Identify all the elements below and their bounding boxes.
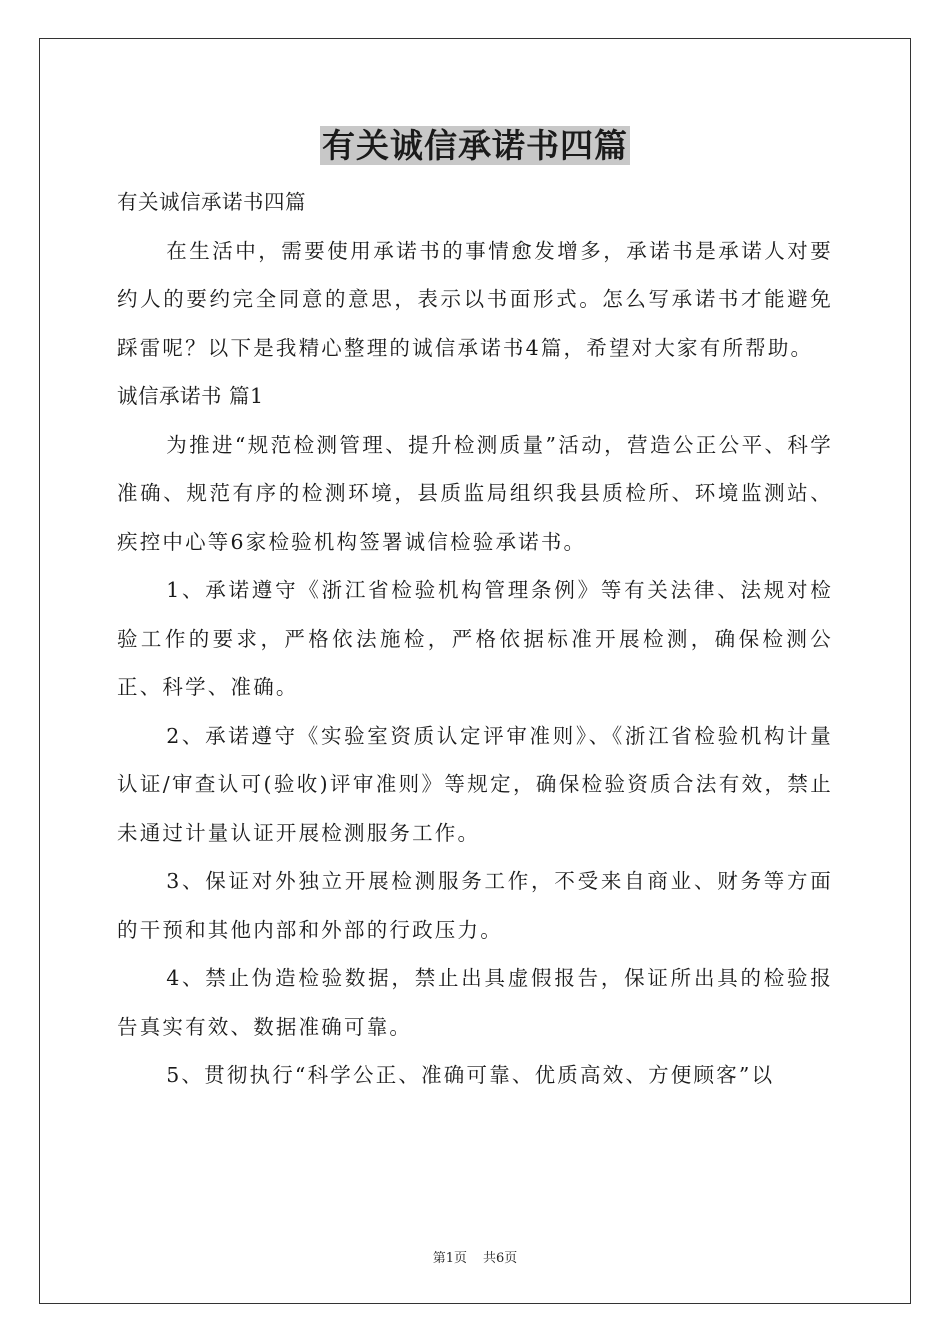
body-paragraph: 4、禁止伪造检验数据，禁止出具虚假报告，保证所出具的检验报告真实有效、数据准确可靠。	[117, 966, 833, 1039]
current-page-label: 第1页	[432, 1251, 467, 1266]
body-paragraph: 2、承诺遵守《实验室资质认定评审准则》、《浙江省检验机构计量认证/审查认可(验收)评审准则》等规定，确保检验资质合法有效，禁止未通过计量认证开展检测服务工作。	[117, 723, 833, 845]
document-title	[0, 124, 950, 168]
document-title-text: 有关诚信承诺书四篇	[322, 126, 628, 165]
body-paragraph: 1、承诺遵守《浙江省检验机构管理条例》等有关法律、法规对检验工作的要求，严格依法施检，严格依据标准开展检测，确保检测公正、科学、准确。	[117, 578, 833, 699]
body-paragraph: 3、保证对外独立开展检测服务工作，不受来自商业、财务等方面的干预和其他内部和外部的行政压力。	[117, 869, 833, 942]
intro-paragraph: 在生活中，需要使用承诺书的事情愈发增多，承诺书是承诺人对要约人的要约完全同意的意思，表示以书面形式。怎么写承诺书才能避免踩雷呢？以下是我精心整理的诚信承诺书4篇，希望对大家有所帮助。	[117, 238, 833, 360]
page-footer	[0, 1247, 950, 1266]
body-paragraph: 为推进“规范检测管理、提升检测质量”活动，营造公正公平、科学准确、规范有序的检测环境，县质监局组织我县质检所、环境监测站、疾控中心等6家检验机构签署诚信检验承诺书。	[117, 432, 833, 554]
body-paragraph: 5、贯彻执行“科学公正、准确可靠、优质高效、方便顾客”以	[166, 1063, 775, 1087]
total-pages-label: 共6页	[483, 1251, 518, 1266]
section-heading: 诚信承诺书 篇1	[117, 384, 264, 408]
document-subtitle: 有关诚信承诺书四篇	[117, 190, 306, 214]
document-body	[117, 178, 833, 1100]
